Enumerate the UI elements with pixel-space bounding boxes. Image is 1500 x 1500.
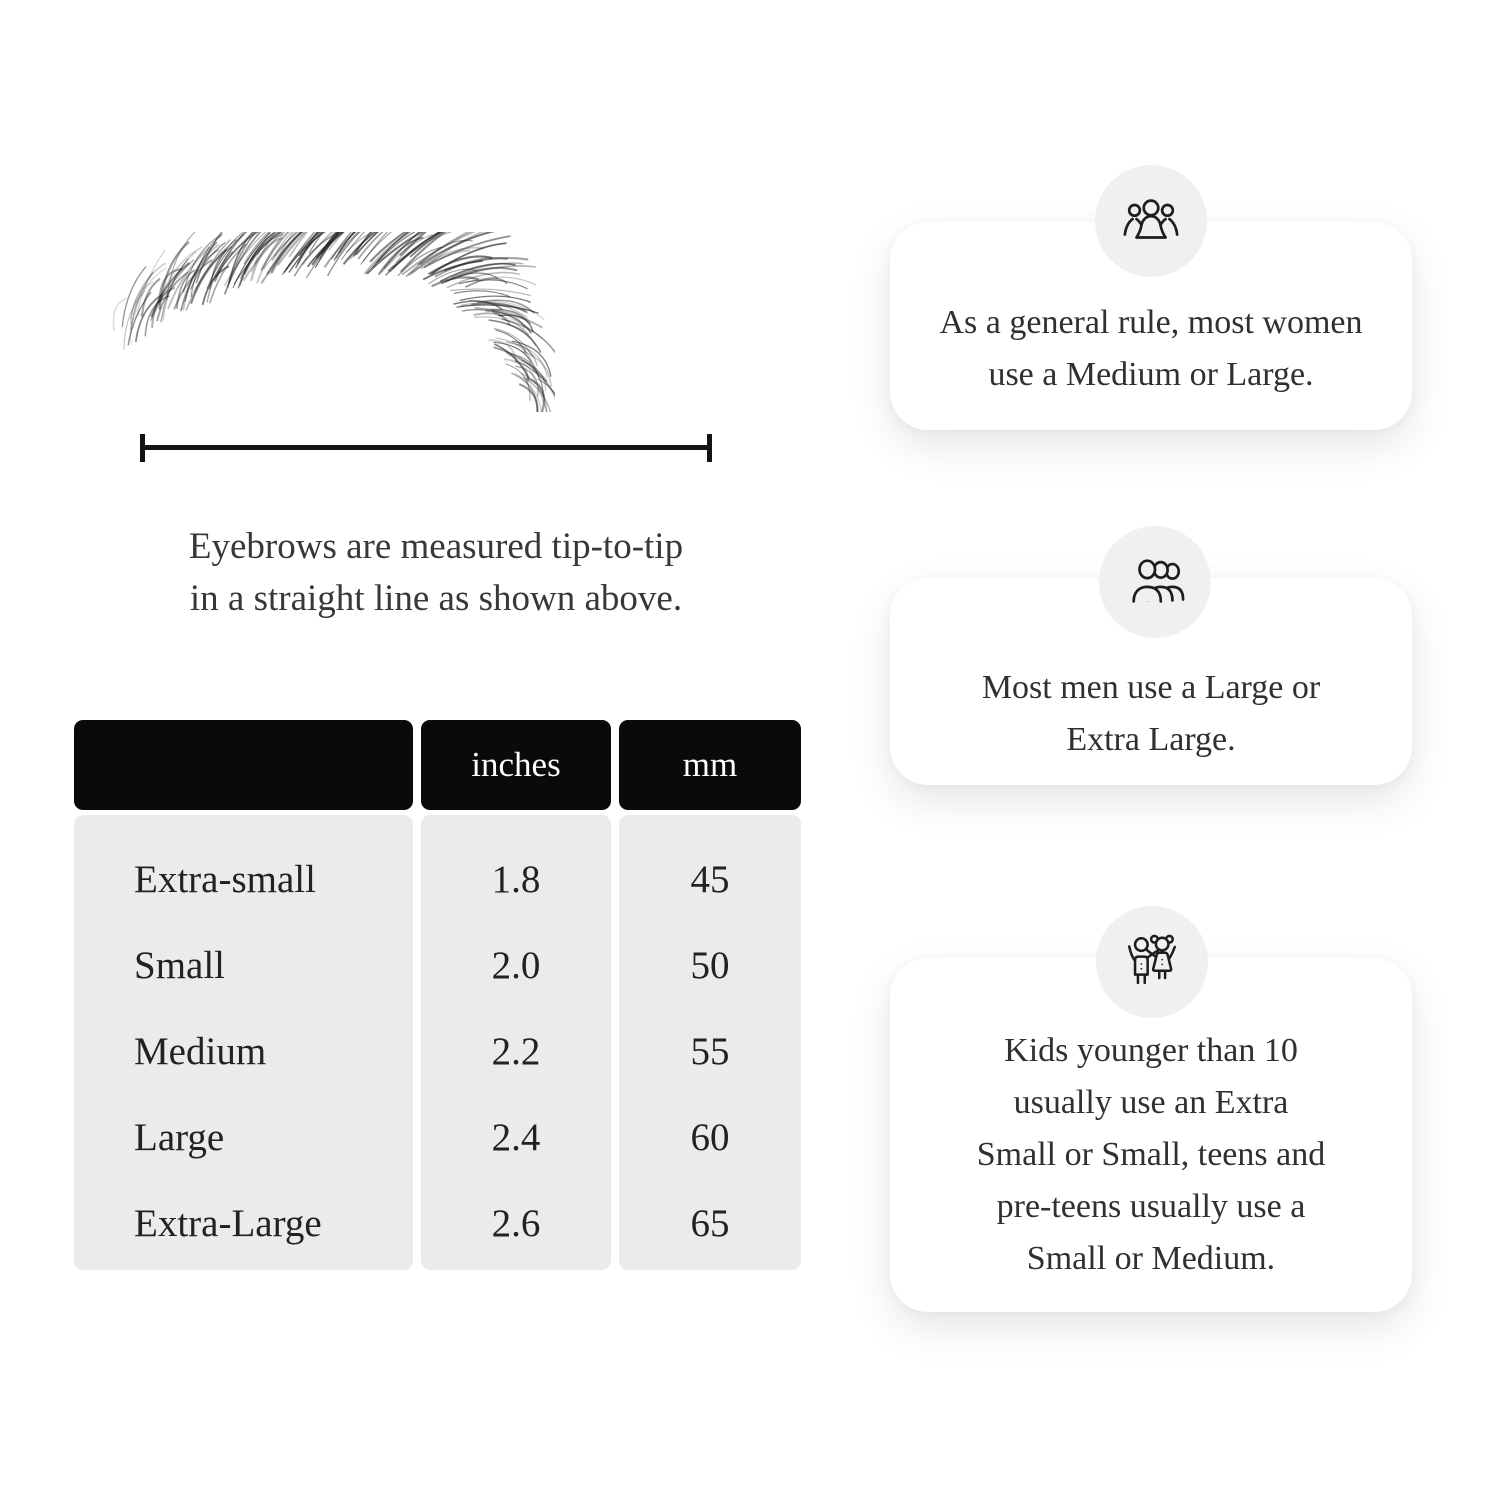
children-icon [1121, 931, 1183, 993]
table-cell-mm: 60 [690, 1115, 730, 1159]
table-cell-inches: 2.6 [491, 1201, 541, 1245]
table-cell-inches: 1.8 [491, 857, 541, 901]
table-cell-inches: 2.0 [491, 943, 541, 987]
card-text-line: As a general rule, most women [939, 304, 1363, 341]
card-text-line: use a Medium or Large. [988, 356, 1314, 393]
table-cell-mm: 55 [690, 1029, 730, 1073]
table-row-label: Medium [134, 1029, 267, 1073]
table-row-label: Small [134, 943, 226, 987]
size-table-body-mm [619, 815, 801, 1270]
women-group-icon [1120, 190, 1182, 252]
women-badge [1095, 165, 1207, 277]
measurement-line-right-cap [707, 434, 712, 462]
men-group-icon [1124, 551, 1186, 613]
table-row-label: Extra-Large [134, 1201, 322, 1245]
card-text-line: Most men use a Large or [981, 669, 1321, 706]
size-table-header-mm: mm [619, 720, 801, 810]
men-badge [1099, 526, 1211, 638]
table-cell-inches: 2.4 [491, 1115, 541, 1159]
card-text-line: pre-teens usually use a [996, 1188, 1306, 1225]
info-card-women-text [890, 297, 1412, 401]
table-cell-inches: 2.2 [491, 1029, 541, 1073]
card-text-line: Extra Large. [1066, 721, 1236, 758]
info-card-men-text [890, 662, 1412, 766]
card-text-line: Kids younger than 10 [1004, 1032, 1298, 1069]
size-table-body-inches [421, 815, 611, 1270]
size-table-header-blank [74, 720, 413, 810]
info-card-kids-text [890, 1025, 1412, 1285]
eyebrow-sketch-svg [105, 232, 555, 412]
caption-line-1: Eyebrows are measured tip-to-tip [188, 526, 684, 567]
table-cell-mm: 65 [690, 1201, 730, 1245]
measurement-line-bar [140, 445, 712, 450]
size-table-column-mm [619, 720, 801, 1270]
size-table-column-inches [421, 720, 611, 1270]
table-row-label: Large [134, 1115, 225, 1159]
kids-badge [1096, 906, 1208, 1018]
measurement-caption [106, 521, 766, 625]
measurement-line [140, 434, 712, 462]
card-text-line: usually use an Extra [1013, 1084, 1289, 1121]
table-cell-mm: 50 [690, 943, 730, 987]
size-table-header-inches: inches [421, 720, 611, 810]
card-text-line: Small or Small, teens and [976, 1136, 1326, 1173]
card-text-line: Small or Medium. [1026, 1240, 1276, 1277]
eyebrow-illustration [105, 232, 555, 412]
size-table-column-sizes [74, 720, 413, 1270]
size-table [74, 720, 801, 1270]
caption-line-2: in a straight line as shown above. [189, 578, 683, 619]
table-row-label: Extra-small [134, 857, 316, 901]
table-cell-mm: 45 [690, 857, 730, 901]
size-table-body-sizes [74, 815, 413, 1270]
